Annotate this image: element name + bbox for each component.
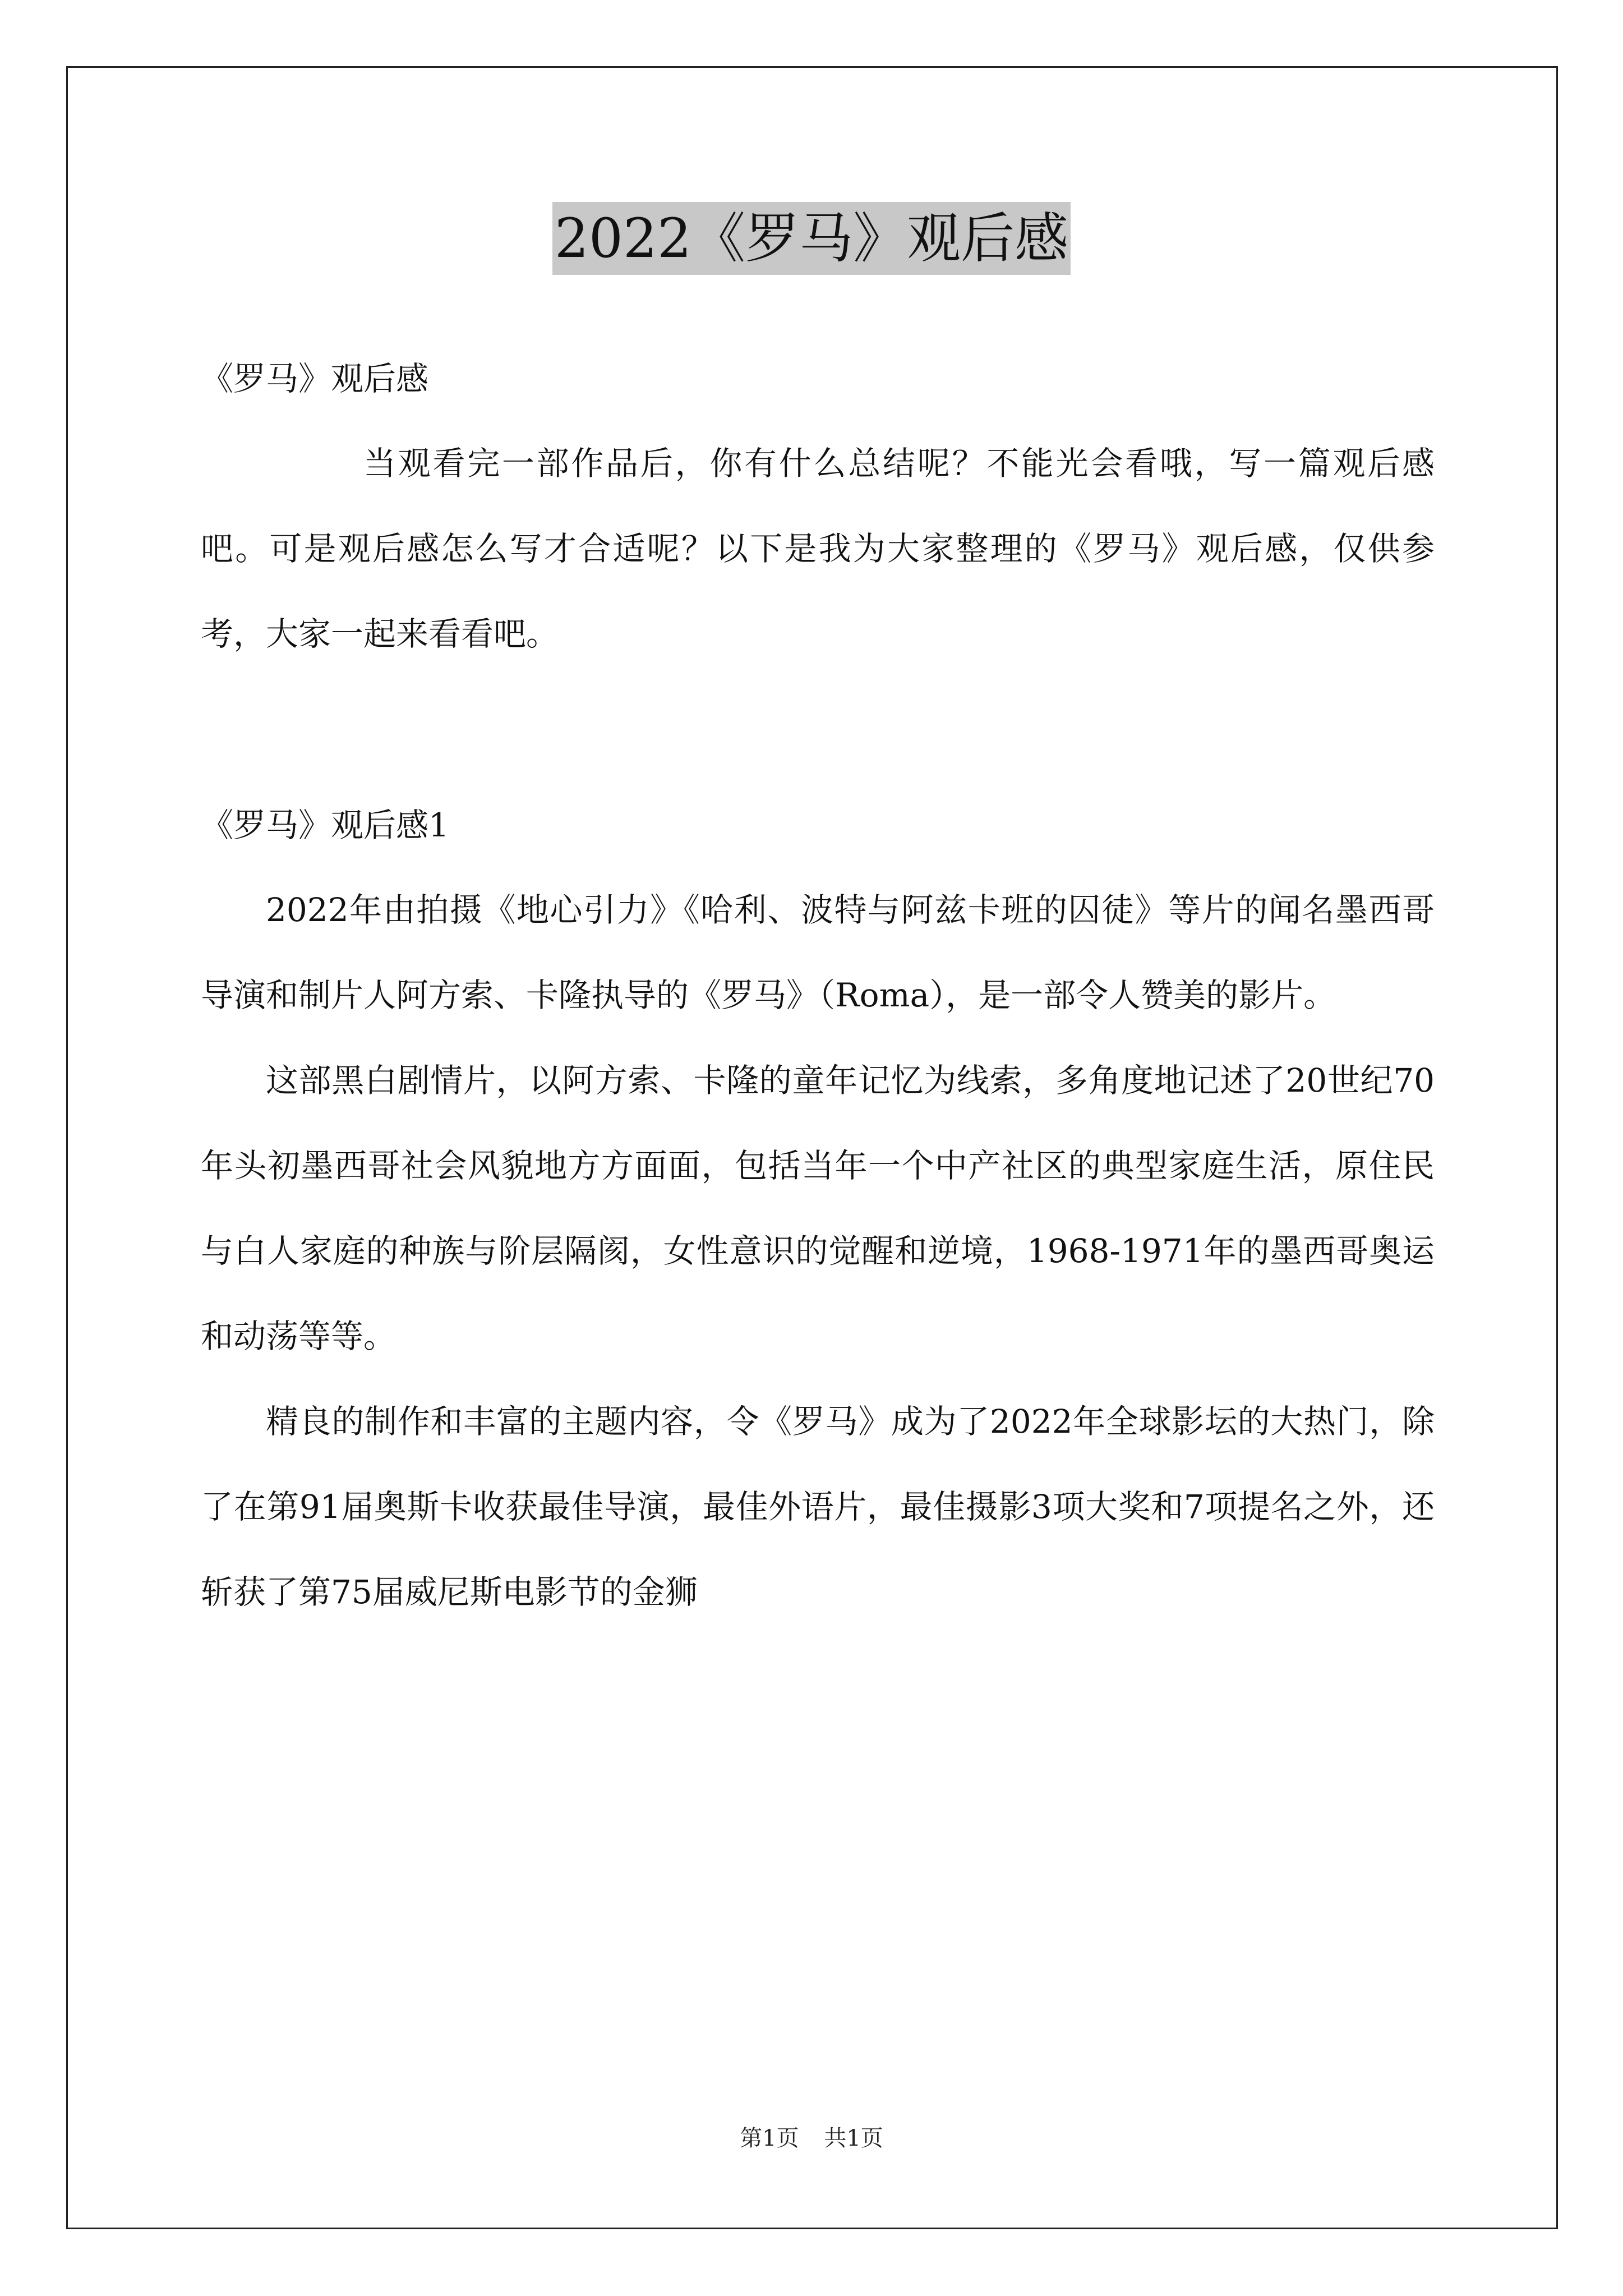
document-title: 2022《罗马》观后感	[552, 202, 1071, 275]
section-spacer	[201, 677, 1435, 783]
body-paragraph: 2022年由拍摄《地心引力》《哈利、波特与阿兹卡班的囚徒》等片的闻名墨西哥导演和制片人阿方索、卡隆执导的《罗马》（Roma），是一部令人赞美的影片。	[201, 891, 1435, 1014]
document-body	[201, 337, 1435, 1635]
page-total: 共1页	[824, 2125, 883, 2151]
subtitle: 《罗马》观后感	[201, 360, 429, 398]
body-paragraph: 精良的制作和丰富的主题内容，令《罗马》成为了2022年全球影坛的大热门，除了在第91届奥斯卡收获最佳导演，最佳外语片，最佳摄影3项大奖和7项提名之外，还斩获了第75届威尼斯电影节的金狮	[201, 1402, 1435, 1611]
page-footer	[0, 2120, 1623, 2152]
section-heading: 《罗马》观后感1	[201, 806, 449, 844]
intro-paragraph: 当观看完一部作品后，你有什么总结呢？不能光会看哦，写一篇观后感吧。可是观后感怎么写才合适呢？以下是我为大家整理的《罗马》观后感，仅供参考，大家一起来看看吧。	[201, 444, 1435, 653]
document-title-wrap	[0, 202, 1623, 275]
body-paragraph: 这部黑白剧情片，以阿方索、卡隆的童年记忆为线索，多角度地记述了20世纪70年头初墨西哥社会风貌地方方面面，包括当年一个中产社区的典型家庭生活，原住民与白人家庭的种族与阶层隔阂，女性意识的觉醒和逆境，1968-1971年的墨西哥奥运和动荡等等。	[201, 1061, 1435, 1355]
page-number: 第1页	[740, 2125, 799, 2151]
